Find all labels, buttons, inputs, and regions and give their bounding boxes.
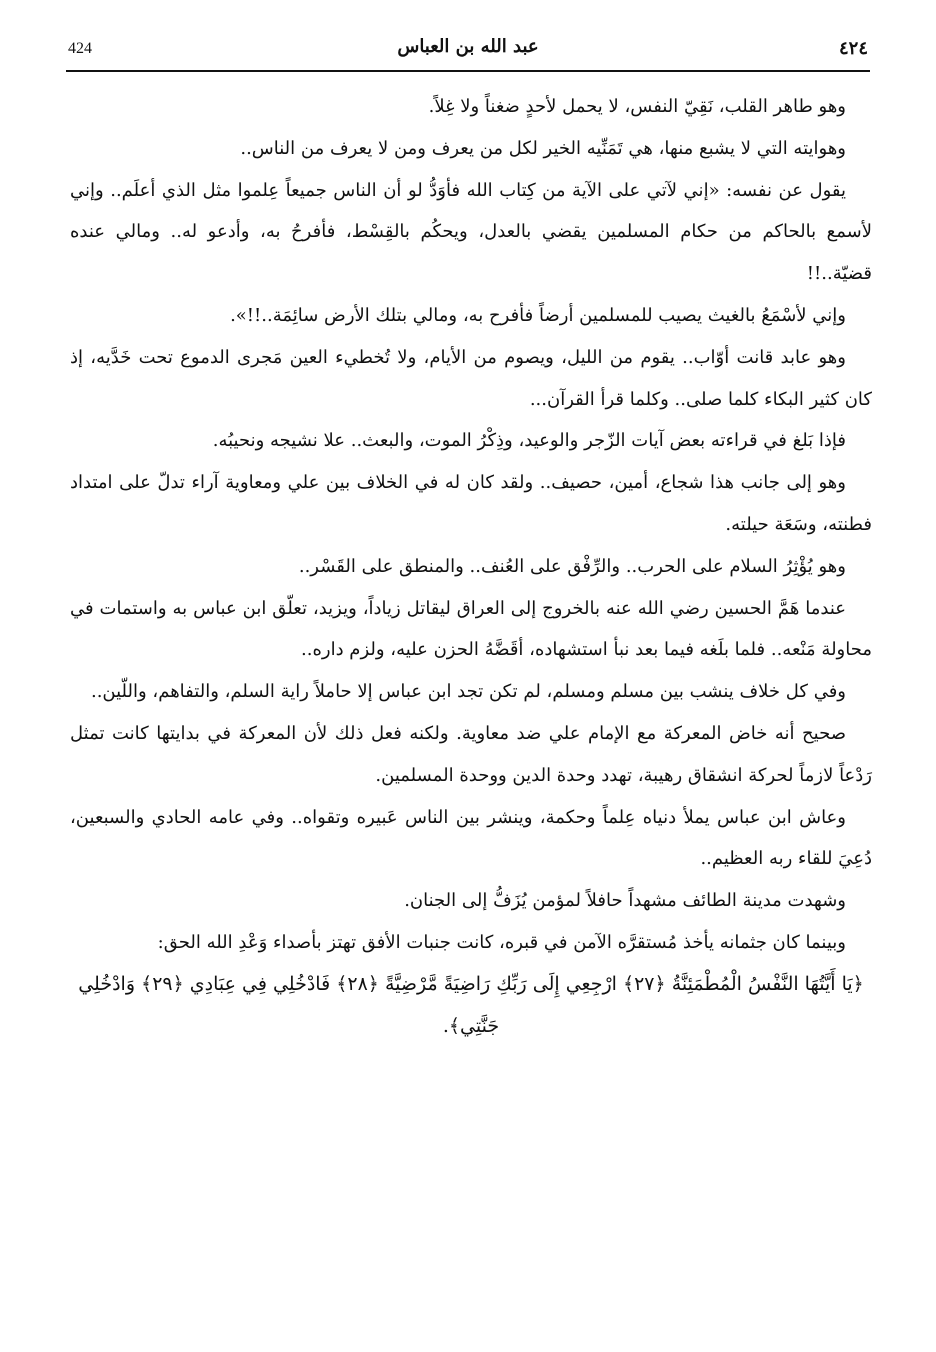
paragraph: فإذا بَلغ في قراءته بعض آيات الزّجر والوعيد، وذِكْرُ الموت، والبعث.. علا نشيجه ونحيبُه. [212, 430, 846, 452]
paragraph: يقول عن نفسه: «إني لآتي على الآية من كِتاب الله فأوَدُّ لو أن الناس جميعاً عِلموا مثل الذي أعلَم.. وإني لأسمع بالحاكم من حكام المسلمين يقضي بالعدل، ويحكُم بالقِسْط، فأفرحُ به، وأدعو له.. ومالي عنده قضيّة..!! [70, 179, 872, 285]
paragraph: وفي كل خلاف ينشب بين مسلم ومسلم، لم تكن تجد ابن عباس إلا حاملاً راية السلم، والتفاهم، واللّين.. [90, 681, 846, 703]
paragraph: وبينما كان جثمانه يأخذ مُستقرَّه الآمن في قبره، كانت جنبات الأفق تهتز بأصداء وَعْدِ الله الحق: [157, 931, 846, 953]
page-body [70, 86, 872, 1047]
quran-verse: ﴿يَا أَيَّتُهَا النَّفْسُ الْمُطْمَئِنَّةُ ﴿٢٧﴾ ارْجِعِي إِلَى رَبِّكِ رَاضِيَةً مَّرْضِيَّةً ﴿٢٨﴾ فَادْخُلِي فِي عِبَادِي ﴿٢٩﴾ وَادْخُلِي جَنَّتِي﴾. [78, 972, 864, 1037]
paragraph: وهو يُؤْثِرُ السلام على الحرب.. والرِّفْق على العُنف.. والمنطق على القَسْر.. [298, 555, 846, 577]
paragraph: وهو طاهر القلب، نَقِيّ النفس، لا يحمل لأحدٍ ضغناً ولا غِلاً. [428, 96, 846, 117]
page-number-latin: 424 [68, 40, 92, 57]
page-number-arabic: ٤٢٤ [838, 38, 868, 59]
paragraph: وعاش ابن عباس يملأ دنياه عِلماً وحكمة، وينشر بين الناس عَبيره وتقواه.. وفي عامه الحادي والسبعين، دُعِيَ للقاء ربه العظيم.. [70, 806, 872, 870]
paragraph: عندما هَمَّ الحسين رضي الله عنه بالخروج إلى العراق ليقاتل زياداً، ويزيد، تعلّق ابن عباس به واستمات في محاولة مَنْعه.. فلما بلَغه فيما بعد نبأ استشهاده، أقَضَّهُ الحزن عليه، ولزم داره.. [70, 597, 872, 661]
paragraph: صحيح أنه خاض المعركة مع الإمام علي ضد معاوية. ولكنه فعل ذلك لأن المعركة في بدايتها كانت تمثل رَدْعاً لازماً لحركة انشقاق رهيبة، تهدد وحدة الدين ووحدة المسلمين. [70, 722, 872, 786]
paragraph: وهو عابد قانت أوّاب.. يقوم من الليل، ويصوم من الأيام، ولا تُخطيء العين مَجرى الدموع تحت خَدَّيه، إذ كان كثير البكاء كلما صلى.. وكلما قرأ القرآن... [70, 346, 872, 410]
paragraph: وهوايته التي لا يشبع منها، هي تَمَنِّيه الخير لكل من يعرف ومن لا يعرف من الناس.. [240, 137, 846, 159]
running-title: عبد الله بن العباس [397, 36, 539, 57]
page-header [66, 30, 870, 72]
paragraph: وإني لأسْمَعُ بالغيث يصيب للمسلمين أرضاً فأفرح به، ومالي بتلك الأرض سائِمَة..!!». [230, 304, 846, 326]
paragraph: وشهدت مدينة الطائف مشهداً حافلاً لمؤمن يُزَفُّ إلى الجنان. [404, 890, 846, 912]
paragraph: وهو إلى جانب هذا شجاع، أمين، حصيف.. ولقد كان له في الخلاف بين علي ومعاوية آراء تدلّ على امتداد فطنته، وسَعَة حيلته. [70, 472, 872, 535]
